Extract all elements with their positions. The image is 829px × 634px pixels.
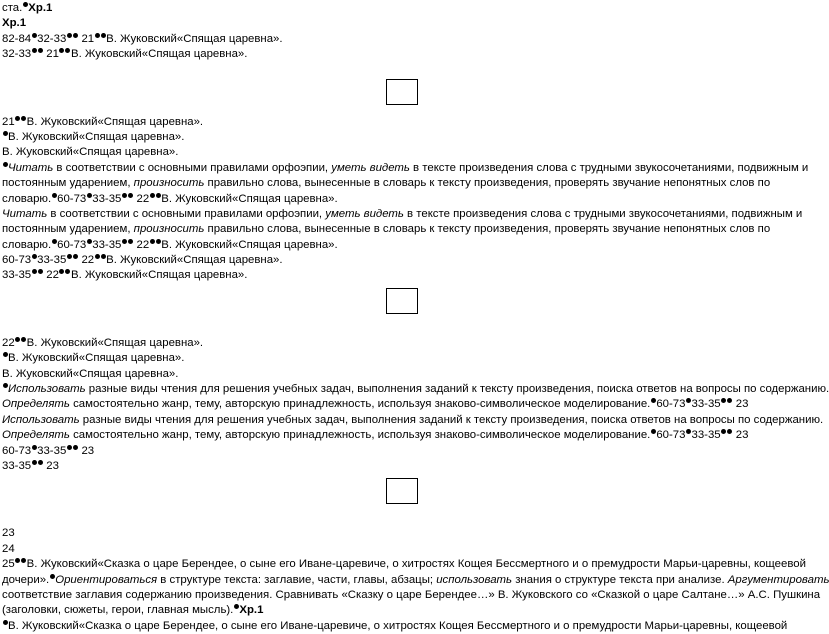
text-line — [2, 619, 812, 634]
text-line — [2, 459, 812, 474]
bullet-dot-icon — [65, 269, 70, 274]
image-placeholder-box — [386, 478, 418, 504]
bullet-dot-icon — [67, 254, 72, 259]
image-placeholder-row — [2, 63, 812, 115]
text-run: в соответствии с основными правилами орфоэпии, — [47, 207, 326, 220]
bullet-dot-icon — [87, 193, 92, 198]
text-run: уметь видеть — [331, 161, 410, 174]
bullet-dot-icon — [150, 193, 155, 198]
text-run: знания о структуре текста при анализе. — [512, 573, 728, 586]
text-run: разные виды чтения для решения учебных задач, выполнения заданий к тексту произведения, поиска ответов на вопросы по содержанию. — [79, 413, 824, 426]
text-run: В. Жуковский«Сказка о царе Берендее, о сыне его Иване-царевиче, о хитростях Кощея Бессмертного и о премудрости Марьи-царевны, кощеевой — [8, 619, 788, 632]
text-run: Использовать — [8, 383, 86, 396]
text-run: 60-73 — [656, 398, 686, 411]
bullet-dot-icon — [15, 337, 20, 342]
text-run: в тексте произведения слова с трудными звукосочетаниями, подвижным и — [409, 161, 809, 174]
bullet-dot-icon — [727, 398, 732, 403]
bullet-dot-icon — [3, 620, 8, 625]
text-line — [2, 367, 812, 382]
bullet-dot-icon — [150, 239, 155, 244]
bullet-dot-icon — [65, 48, 70, 53]
text-run: Читать — [2, 207, 48, 220]
bullet-dot-icon — [101, 254, 106, 259]
text-run: В. Жуковский«Спящая царевна». — [70, 48, 248, 61]
text-run: в структуре текста: заглавие, части, главы, абзацы; — [157, 573, 437, 586]
text-line — [2, 47, 812, 62]
text-line — [2, 161, 812, 176]
bullet-dot-icon — [38, 269, 43, 274]
text-run: 22 — [2, 336, 15, 349]
text-run: произносить — [133, 177, 205, 190]
bullet-dot-icon — [101, 33, 106, 38]
text-line — [2, 115, 812, 130]
image-placeholder-box — [386, 79, 418, 105]
text-run: Использовать — [2, 413, 80, 426]
image-placeholder-row — [2, 474, 812, 526]
text-run: 60-73 — [2, 254, 32, 267]
text-run: словарю. — [2, 192, 52, 205]
text-run: 60-73 — [2, 444, 32, 457]
bullet-dot-icon — [32, 48, 37, 53]
text-run: Определять — [2, 398, 70, 411]
image-placeholder-box — [386, 288, 418, 314]
bullet-dot-icon — [87, 239, 92, 244]
text-line — [2, 176, 812, 191]
text-run: 22 — [43, 269, 59, 282]
text-run: Хр.1 — [239, 604, 264, 617]
text-line — [2, 573, 829, 588]
text-run: в соответствии с основными правилами орфоэпии, — [53, 161, 332, 174]
bullet-dot-icon — [727, 429, 732, 434]
bullet-dot-icon — [3, 383, 8, 388]
text-run: В. Жуковский«Спящая царевна». — [106, 254, 283, 267]
bullet-dot-icon — [32, 254, 37, 259]
bullet-dot-icon — [95, 254, 100, 259]
text-run: 33-35 — [37, 254, 67, 267]
text-run: 60-73 — [57, 238, 87, 251]
text-run: 33-35 — [2, 269, 32, 282]
bullet-dot-icon — [3, 162, 8, 167]
text-run: В. Жуковский«Спящая царевна». — [8, 352, 185, 365]
bullet-dot-icon — [95, 33, 100, 38]
text-run: Определять — [2, 429, 70, 442]
text-run: разные виды чтения для решения учебных задач, выполнения заданий к тексту произведения, поиска ответов на вопросы по содержанию. — [85, 383, 829, 396]
text-run: 32-33 — [37, 32, 67, 45]
text-line — [2, 397, 812, 412]
text-run: 33-35 — [691, 398, 721, 411]
image-placeholder-row — [2, 284, 812, 336]
bullet-dot-icon — [52, 239, 57, 244]
text-line — [2, 351, 812, 366]
text-line — [2, 1, 812, 16]
bullet-dot-icon — [67, 33, 72, 38]
text-line — [2, 557, 812, 572]
text-line — [2, 444, 812, 459]
text-run: 33-35 — [37, 444, 67, 457]
text-run: словарю. — [2, 238, 52, 251]
text-run: В. Жуковский«Спящая царевна». — [161, 238, 338, 251]
text-run: соответствие заглавия содержанию произведения. Сравнивать «Сказку о царе Берендее…» В. Жуковского со «Сказкой о царе Салтане…» А.С. Пушкина — [2, 588, 821, 601]
text-run: В. Жуковский«Спящая царевна». — [70, 269, 248, 282]
bullet-dot-icon — [32, 445, 37, 450]
text-run: 23 — [732, 398, 749, 411]
text-run: 23 — [43, 459, 59, 472]
text-run: 22 — [133, 192, 150, 205]
text-run: постоянным ударением, — [2, 223, 134, 236]
text-run: 25 — [2, 558, 15, 571]
text-line — [2, 526, 812, 541]
text-line — [2, 588, 821, 603]
bullet-dot-icon — [32, 269, 37, 274]
bullet-dot-icon — [15, 558, 20, 563]
text-run: 21 — [2, 115, 15, 128]
bullet-dot-icon — [156, 239, 161, 244]
bullet-dot-icon — [59, 48, 64, 53]
text-run: Ориентироваться — [55, 573, 158, 586]
bullet-dot-icon — [3, 352, 8, 357]
bullet-dot-icon — [3, 131, 8, 136]
text-run: (заголовки, сюжеты, герои, главная мысль). — [2, 604, 234, 617]
text-run: Читать — [8, 161, 54, 174]
bullet-dot-icon — [156, 193, 161, 198]
text-run: 33-35 — [691, 429, 721, 442]
text-run: уметь видеть — [325, 207, 404, 220]
document-page — [2, 1, 829, 634]
text-line — [2, 238, 812, 253]
bullet-dot-icon — [67, 445, 72, 450]
text-line — [2, 428, 812, 443]
text-line — [2, 413, 824, 428]
bullet-dot-icon — [52, 193, 57, 198]
text-line — [2, 145, 812, 160]
text-run: 60-73 — [656, 429, 686, 442]
text-run: самостоятельно жанр, тему, авторскую принадлежность, используя знаково-символическое моделирование. — [69, 398, 651, 411]
text-line — [2, 268, 812, 283]
text-line — [2, 222, 812, 237]
text-run: 33-35 — [2, 459, 32, 472]
text-run: В. Жуковский«Спящая царевна». — [8, 130, 185, 143]
text-run: в тексте произведения слова с трудными звукосочетаниями, подвижным и — [403, 207, 803, 220]
text-run: 23 — [2, 527, 15, 540]
text-run: 21 — [43, 48, 59, 61]
text-run: Хр.1 — [2, 17, 27, 30]
text-run: произносить — [133, 223, 205, 236]
text-run: 21 — [78, 32, 95, 45]
text-line — [2, 130, 812, 145]
text-run: правильно слова, вынесенные в словарь к тексту произведения, проверять звучание непонятных слов по — [204, 223, 771, 236]
text-line — [2, 207, 812, 222]
text-run: дочери». — [2, 573, 50, 586]
text-run: правильно слова, вынесенные в словарь к тексту произведения, проверять звучание непонятных слов по — [204, 177, 771, 190]
text-run: В. Жуковский«Спящая царевна». — [161, 192, 338, 205]
bullet-dot-icon — [21, 116, 26, 121]
text-run: В. Жуковский«Спящая царевна». — [2, 146, 179, 159]
text-run: 23 — [78, 444, 95, 457]
bullet-dot-icon — [21, 558, 26, 563]
text-run: В. Жуковский«Спящая царевна». — [26, 115, 204, 128]
text-run: 22 — [133, 238, 150, 251]
text-run: Хр.1 — [28, 2, 53, 14]
text-line — [2, 253, 812, 268]
bullet-dot-icon — [721, 398, 726, 403]
text-run: В. Жуковский«Сказка о царе Берендее, о сыне его Иване-царевиче, о хитростях Кощея Бессмертного и о премудрости Марьи-царевны, кощеевой — [26, 558, 806, 571]
text-run: 23 — [732, 429, 749, 442]
bullet-dot-icon — [38, 48, 43, 53]
text-run: 22 — [78, 254, 95, 267]
text-run: использовать — [436, 573, 513, 586]
text-line — [2, 542, 812, 557]
bullet-dot-icon — [38, 460, 43, 465]
bullet-dot-icon — [32, 33, 37, 38]
text-line — [2, 603, 812, 618]
text-run: самостоятельно жанр, тему, авторскую принадлежность, используя знаково-символическое моделирование. — [69, 429, 651, 442]
text-line — [2, 382, 829, 397]
text-run: В. Жуковский«Спящая царевна». — [2, 367, 179, 380]
text-run: 32-33 — [2, 48, 32, 61]
text-run: 24 — [2, 542, 15, 555]
text-run: В. Жуковский«Спящая царевна». — [26, 336, 204, 349]
text-line — [2, 32, 812, 47]
bullet-dot-icon — [21, 337, 26, 342]
bullet-dot-icon — [59, 269, 64, 274]
text-run: 60-73 — [57, 192, 87, 205]
bullet-dot-icon — [122, 193, 127, 198]
text-run: 33-35 — [92, 238, 122, 251]
text-line — [2, 16, 812, 31]
text-run: В. Жуковский«Спящая царевна». — [106, 32, 283, 45]
text-run: 33-35 — [92, 192, 122, 205]
text-run: постоянным ударением, — [2, 177, 134, 190]
bullet-dot-icon — [32, 460, 37, 465]
text-run: Аргументировать — [727, 573, 829, 586]
text-run: 82-84 — [2, 32, 32, 45]
bullet-dot-icon — [122, 239, 127, 244]
bullet-dot-icon — [721, 429, 726, 434]
bullet-dot-icon — [50, 574, 55, 579]
bullet-dot-icon — [15, 116, 20, 121]
text-line — [2, 336, 812, 351]
text-run: ста. — [2, 2, 23, 14]
text-line — [2, 192, 812, 207]
